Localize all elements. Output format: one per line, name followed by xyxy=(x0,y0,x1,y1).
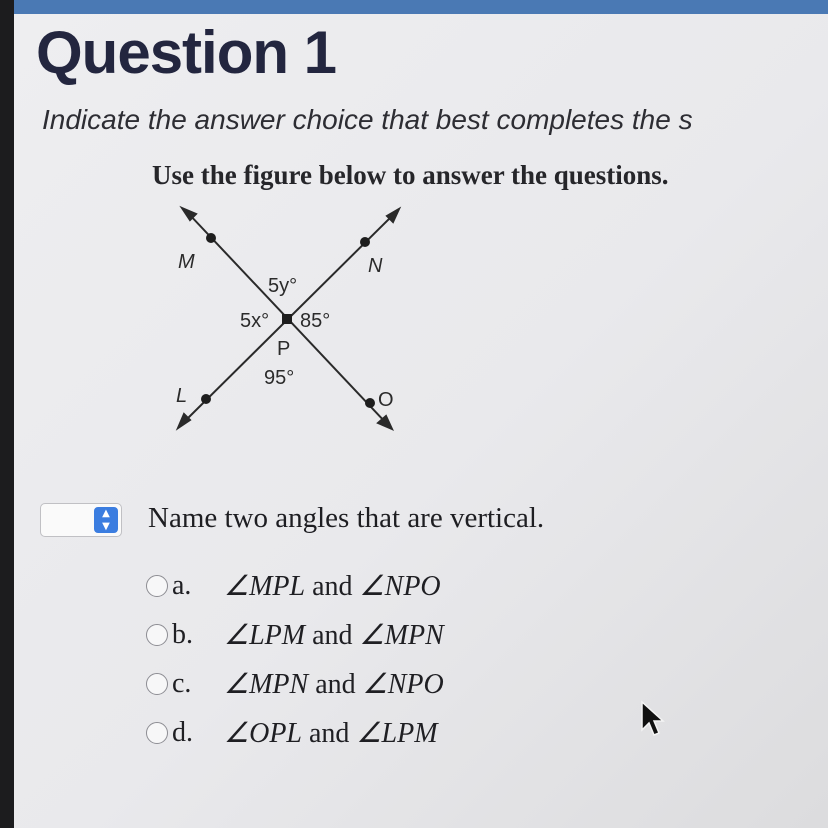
label-n: N xyxy=(368,255,383,277)
angle-left-label: 5x° xyxy=(240,310,270,332)
arrow-head-l xyxy=(178,414,190,428)
choice-b-text: ∠LPM and ∠MPN xyxy=(224,620,444,651)
choice-c-letter: c. xyxy=(172,668,192,699)
choice-b-radio[interactable] xyxy=(146,624,168,646)
point-n xyxy=(360,237,370,247)
angle-top-label: 5y° xyxy=(268,275,298,297)
choice-c[interactable] xyxy=(146,666,444,702)
point-o xyxy=(365,398,375,408)
browser-top-bar xyxy=(0,0,828,14)
point-p xyxy=(282,314,292,324)
choice-d-radio[interactable] xyxy=(146,722,168,744)
question-title: Question 1 xyxy=(36,19,337,86)
choice-d-text: ∠OPL and ∠LPM xyxy=(224,718,438,749)
choice-c-radio[interactable] xyxy=(146,673,168,695)
label-o: O xyxy=(378,389,394,411)
label-m: M xyxy=(178,251,195,273)
angle-right-label: 85° xyxy=(300,310,331,332)
chevron-up-down-icon[interactable]: ▲ ▼ xyxy=(94,507,118,533)
choice-d-letter: d. xyxy=(172,717,193,748)
choice-a[interactable] xyxy=(146,568,441,604)
choice-d[interactable] xyxy=(146,715,438,751)
choice-a-letter: a. xyxy=(172,570,192,601)
label-p: P xyxy=(277,338,291,360)
answer-select[interactable] xyxy=(40,503,122,537)
figure-caption: Use the figure below to answer the questions. xyxy=(152,160,669,190)
intersecting-lines-figure xyxy=(160,200,410,440)
question-instruction: Indicate the answer choice that best completes the s xyxy=(42,104,693,135)
choice-b-letter: b. xyxy=(172,619,193,650)
mouse-pointer-icon xyxy=(640,700,666,738)
angle-bottom-label: 95° xyxy=(264,367,295,389)
choice-c-text: ∠MPN and ∠NPO xyxy=(224,669,444,700)
choice-a-text: ∠MPL and ∠NPO xyxy=(224,571,441,602)
label-l: L xyxy=(176,385,188,407)
point-l xyxy=(201,394,211,404)
screen-bezel xyxy=(0,0,14,828)
question-prompt: Name two angles that are vertical. xyxy=(148,502,545,534)
choice-a-radio[interactable] xyxy=(146,575,168,597)
choice-b[interactable] xyxy=(146,617,444,653)
point-m xyxy=(206,233,216,243)
